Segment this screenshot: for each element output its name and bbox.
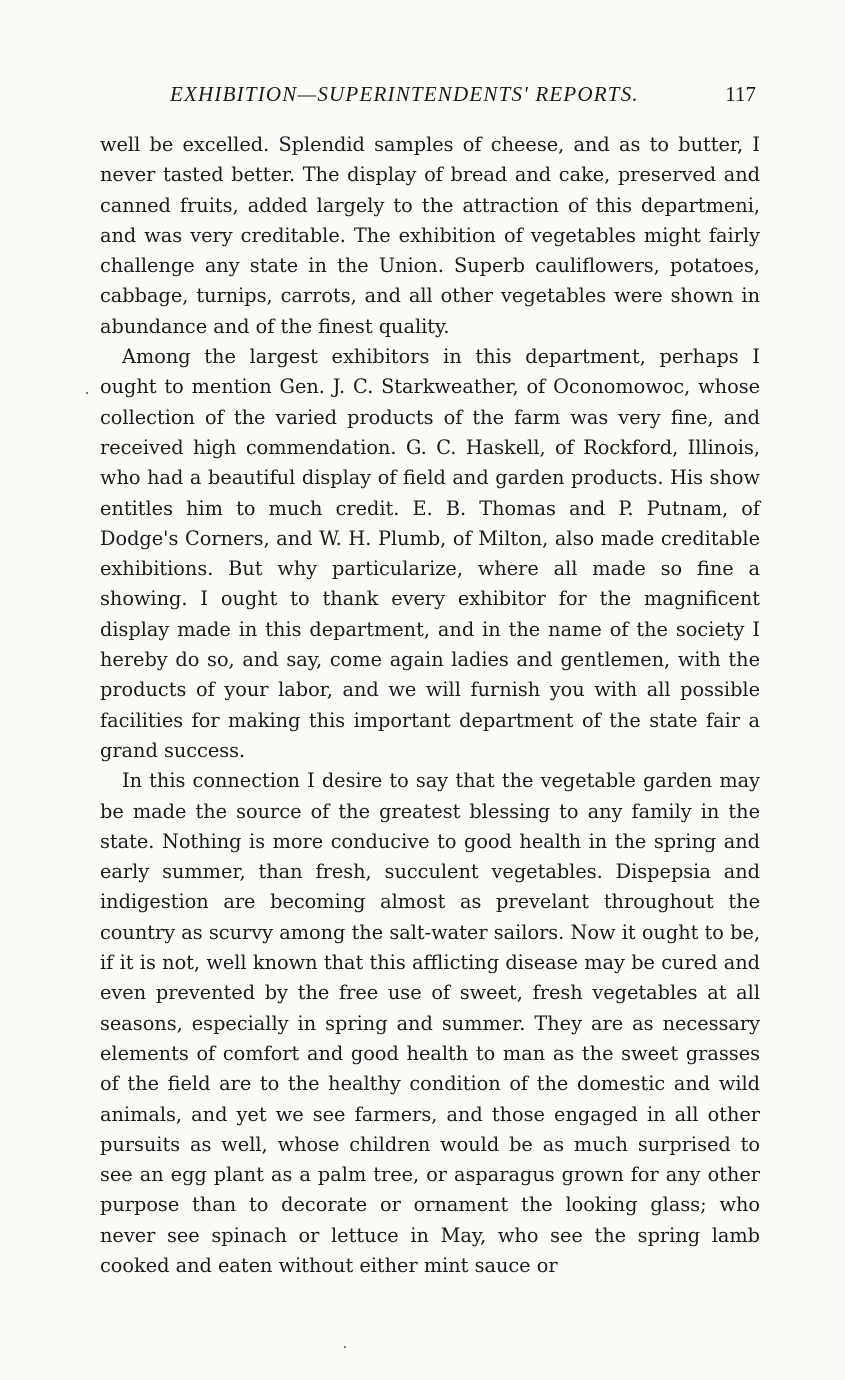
print-speck <box>86 392 88 394</box>
print-speck <box>344 1346 346 1348</box>
paragraph-continuation: well be excelled. Splendid samples of cheese, and as to butter, I never tasted better. The display of bread and cake, preserved and canned fruits, added largely to the attraction of this departmeni, and was very creditable. The exhibition of vegetables might fairly challenge any state in the Union. Superb cauliflowers, potatoes, cabbage, turnips, carrots, and all other vegetables were shown in abundance and of the finest quality. <box>100 133 760 338</box>
paragraph-vegetable-garden: In this connection I desire to say that the vegetable garden may be made the source of the greatest blessing to any family in the state. Nothing is more conducive to good health in the spring and early summer, than fresh, succulent vegetables. Dispepsia and indigestion are becoming almost as prevelant throughout the country as scurvy among the salt-water sailors. Now it ought to be, if it is not, well known that this afflicting disease may be cured and even prevented by the free use of sweet, fresh vegetables at all seasons, especially in spring and summer. They are as necessary elements of comfort and good health to man as the sweet grasses of the field are to the healthy condition of the domestic and wild animals, and yet we see farmers, and those engaged in all other pursuits as well, whose children would be as much surprised to see an egg plant as a palm tree, or asparagus grown for any other purpose than to decorate or ornament the looking glass; who never see spinach or lettuce in May, who see the spring lamb cooked and eaten without either mint sauce or <box>100 769 760 1277</box>
running-head-title: EXHIBITION—SUPERINTENDENTS' REPORTS. <box>170 82 639 106</box>
body-text <box>100 130 760 1281</box>
paragraph-exhibitors: Among the largest exhibitors in this department, perhaps I ought to mention Gen. J. C. Starkweather, of Oconomowoc, whose collection of the varied products of the farm was very fine, and received high commendation. G. C. Haskell, of Rockford, Illinois, who had a beautiful display of field and garden products. His show entitles him to much credit. E. B. Thomas and P. Putnam, of Dodge's Corners, and W. H. Plumb, of Milton, also made creditable exhibitions. But why particularize, where all made so fine a showing. I ought to thank every exhibitor for the magnificent display made in this department, and in the name of the society I hereby do so, and say, come again ladies and gentlemen, with the products of your labor, and we will furnish you with all possible facilities for making this important department of the state fair a grand success. <box>100 345 760 762</box>
page-number: 117 <box>725 82 756 106</box>
running-head <box>100 82 760 112</box>
